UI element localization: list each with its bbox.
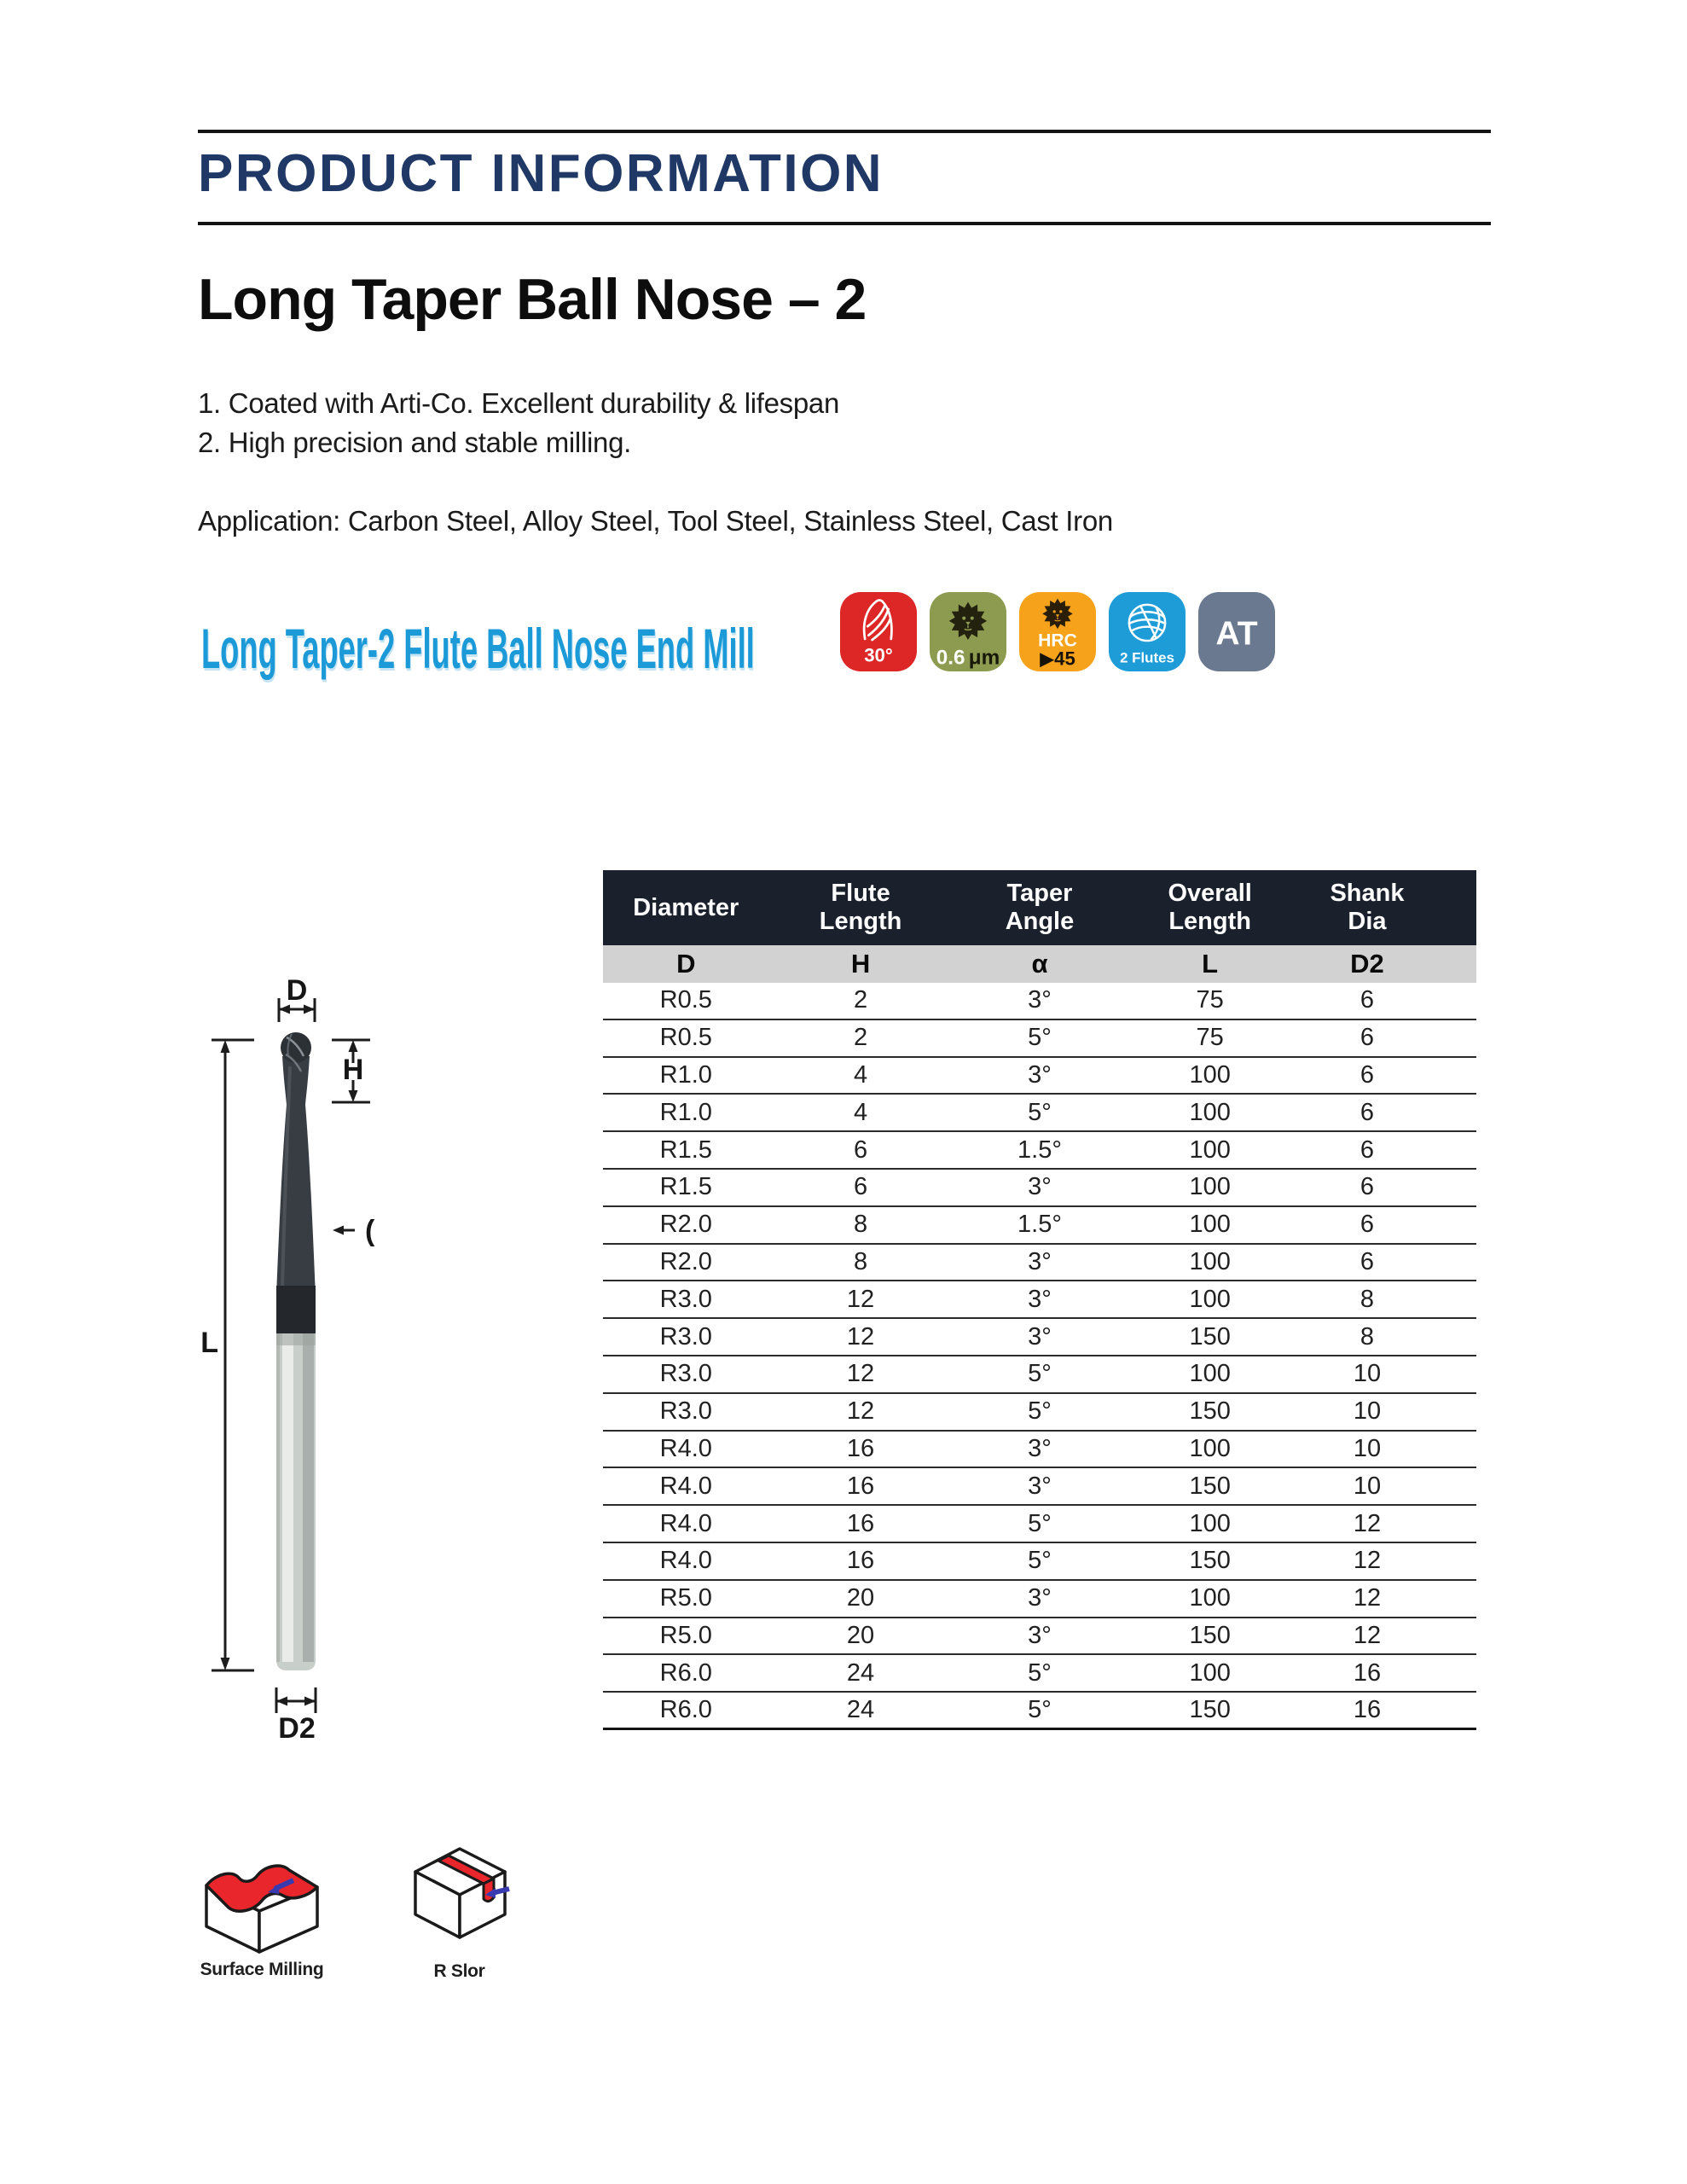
table-cell: R1.5	[659, 1136, 712, 1164]
table-cell: R3.0	[659, 1397, 712, 1426]
column-symbol: α	[1031, 949, 1048, 979]
table-cell: R4.0	[659, 1547, 712, 1575]
table-cell: 150	[1189, 1397, 1231, 1426]
tool-coating-band	[276, 1286, 316, 1333]
table-cell: R3.0	[659, 1360, 712, 1388]
table-cell: R1.5	[659, 1173, 712, 1201]
table-row	[603, 1655, 1476, 1693]
application-icon-surface-milling	[194, 1841, 329, 1980]
column-header: Flute Length	[819, 880, 902, 935]
spec-table	[603, 870, 1476, 1730]
table-cell: 75	[1196, 1024, 1224, 1052]
table-cell: 150	[1189, 1621, 1231, 1649]
table-cell: R6.0	[659, 1658, 712, 1687]
table-cell: 20	[846, 1621, 875, 1649]
application-icon-label: Surface Milling	[200, 1960, 324, 1979]
table-cell: 75	[1196, 986, 1224, 1014]
table-cell: 10	[1353, 1360, 1382, 1388]
table-cell: 3°	[1028, 1472, 1052, 1500]
table-cell: 5°	[1028, 1547, 1052, 1575]
application-icon-r-slot	[397, 1834, 521, 1982]
header-rule-bottom	[198, 222, 1491, 225]
table-row	[603, 1020, 1476, 1058]
table-cell: R1.0	[659, 1098, 712, 1126]
column-header: Taper Angle	[1005, 880, 1075, 935]
table-cell: R4.0	[659, 1509, 712, 1537]
table-cell: R4.0	[659, 1434, 712, 1462]
table-row	[603, 1132, 1476, 1170]
table-cell: 4	[853, 1098, 868, 1126]
badge-hardness	[1019, 592, 1096, 671]
table-cell: 6	[1359, 1211, 1375, 1239]
table-row	[603, 1618, 1476, 1656]
table-cell: 3°	[1028, 1060, 1052, 1089]
column-symbol: L	[1202, 949, 1219, 979]
table-cell: 12	[846, 1322, 875, 1350]
table-cell: 10	[1353, 1434, 1382, 1462]
table-cell: 16	[846, 1434, 875, 1462]
table-cell: 12	[846, 1285, 875, 1313]
svg-text:AT: AT	[1215, 615, 1258, 653]
table-cell: 5°	[1028, 1509, 1052, 1537]
table-row	[603, 1207, 1476, 1245]
table-cell: 6	[1359, 1060, 1375, 1089]
table-row	[603, 1095, 1476, 1132]
table-cell: R3.0	[659, 1285, 712, 1313]
svg-text:HRC: HRC	[1038, 630, 1077, 651]
feature-item-1: 1. Coated with Arti-Co. Excellent durability & lifespan	[198, 387, 840, 419]
column-symbol: D	[676, 949, 696, 979]
table-row	[603, 1468, 1476, 1506]
table-cell: 1.5°	[1017, 1136, 1062, 1164]
table-cell: 16	[846, 1547, 875, 1575]
table-cell: R3.0	[659, 1322, 712, 1350]
table-cell: 16	[1353, 1658, 1382, 1687]
table-row	[603, 1543, 1476, 1581]
table-cell: 12	[1353, 1621, 1382, 1649]
table-row	[603, 1693, 1476, 1730]
column-header: Overall Length	[1168, 880, 1252, 935]
table-cell: 2	[853, 986, 868, 1014]
table-cell: 16	[846, 1509, 875, 1537]
table-cell: 12	[1353, 1547, 1382, 1575]
table-row	[603, 1170, 1476, 1207]
table-cell: 100	[1189, 1285, 1231, 1313]
table-cell: 5°	[1028, 1696, 1052, 1724]
label-taper-angle: (	[365, 1215, 375, 1247]
table-cell: 8	[853, 1211, 868, 1239]
table-row	[603, 983, 1476, 1020]
table-cell: 3°	[1028, 1173, 1052, 1201]
table-cell: 4	[853, 1060, 868, 1089]
table-cell: 100	[1189, 1509, 1231, 1537]
table-cell: 100	[1189, 1136, 1231, 1164]
svg-text:0.6μm: 0.6 μm	[936, 646, 1000, 670]
table-cell: 10	[1353, 1397, 1382, 1426]
table-cell: 5°	[1028, 1397, 1052, 1426]
table-cell: 12	[846, 1360, 875, 1388]
product-heading: Long Taper-2 Flute Ball Nose End Mill	[201, 617, 755, 680]
lion-icon	[1019, 592, 1096, 671]
surface-milling-icon	[194, 1841, 329, 1954]
table-cell: 12	[846, 1397, 875, 1426]
table-cell: R5.0	[659, 1584, 712, 1612]
feature-list	[198, 384, 839, 462]
table-cell: 100	[1189, 1360, 1231, 1388]
table-cell: 8	[1359, 1322, 1375, 1350]
feature-item-2: 2. High precision and stable milling.	[198, 427, 632, 458]
label-l: L	[200, 1327, 218, 1359]
table-row	[603, 1058, 1476, 1095]
table-cell: 6	[1359, 1136, 1375, 1164]
table-cell: 6	[853, 1136, 868, 1164]
label-d2: D2	[278, 1712, 316, 1745]
table-cell: 100	[1189, 1060, 1231, 1089]
page-kicker: PRODUCT INFORMATION	[198, 144, 884, 203]
table-row	[603, 1245, 1476, 1282]
table-symbol-row	[603, 945, 1476, 983]
table-cell: 100	[1189, 1098, 1231, 1126]
lion-icon	[930, 592, 1006, 671]
table-body	[603, 983, 1476, 1730]
svg-text:2 Flutes: 2 Flutes	[1120, 649, 1174, 666]
table-cell: 3°	[1028, 1584, 1052, 1612]
table-cell: 5°	[1028, 1024, 1052, 1052]
table-cell: 150	[1189, 1696, 1231, 1724]
svg-text:30°: 30°	[864, 644, 893, 666]
badge-row	[840, 592, 1275, 671]
table-cell: 100	[1189, 1211, 1231, 1239]
table-cell: 8	[1359, 1285, 1375, 1313]
r-slot-icon	[403, 1834, 516, 1955]
column-symbol: H	[850, 949, 871, 979]
table-row	[603, 1394, 1476, 1432]
table-cell: 3°	[1028, 1621, 1052, 1649]
table-cell: 1.5°	[1017, 1211, 1062, 1239]
table-row	[603, 1356, 1476, 1394]
table-cell: 6	[1359, 1098, 1375, 1126]
table-cell: R2.0	[659, 1247, 712, 1275]
table-cell: 150	[1189, 1547, 1231, 1575]
at-coating-icon	[1198, 592, 1275, 671]
table-cell: R4.0	[659, 1472, 712, 1500]
badge-taper-angle	[840, 592, 917, 671]
table-cell: 5°	[1028, 1360, 1052, 1388]
label-h: H	[342, 1054, 364, 1086]
tool-dimension-diagram	[196, 956, 443, 1783]
tool-ball-nose	[281, 1032, 311, 1063]
label-d: D	[286, 974, 308, 1007]
column-header: Diameter	[633, 893, 739, 921]
table-cell: 100	[1189, 1434, 1231, 1462]
table-cell: R2.0	[659, 1211, 712, 1239]
table-cell: 5°	[1028, 1098, 1052, 1126]
svg-text:▶45: ▶45	[1040, 648, 1075, 670]
badge-surface-finish	[930, 592, 1006, 671]
table-cell: 3°	[1028, 1322, 1052, 1350]
table-cell: 100	[1189, 1247, 1231, 1275]
table-cell: 3°	[1028, 1434, 1052, 1462]
table-cell: 150	[1189, 1322, 1231, 1350]
ball-nose-flutes-icon	[1109, 592, 1186, 671]
table-cell: 100	[1189, 1658, 1231, 1687]
table-cell: R0.5	[659, 1024, 712, 1052]
table-cell: 3°	[1028, 1247, 1052, 1275]
table-row	[603, 1506, 1476, 1543]
table-cell: 3°	[1028, 1285, 1052, 1313]
table-cell: 12	[1353, 1584, 1382, 1612]
table-row	[603, 1581, 1476, 1618]
header-rule-top	[198, 130, 1491, 133]
column-symbol: D2	[1350, 949, 1384, 979]
table-cell: 6	[1359, 1247, 1375, 1275]
table-row	[603, 1432, 1476, 1469]
table-cell: 6	[1359, 1024, 1375, 1052]
table-header-row	[603, 870, 1476, 945]
badge-coating	[1198, 592, 1275, 671]
table-cell: 100	[1189, 1584, 1231, 1612]
page-title: Long Taper Ball Nose – 2	[198, 267, 867, 332]
table-cell: 8	[853, 1247, 868, 1275]
application-line: Application: Carbon Steel, Alloy Steel, Tool Steel, Stainless Steel, Cast Iron	[198, 505, 1113, 537]
badge-flutes	[1109, 592, 1186, 671]
table-cell: 3°	[1028, 986, 1052, 1014]
table-cell: R6.0	[659, 1696, 712, 1724]
table-cell: 24	[846, 1658, 875, 1687]
table-cell: 24	[846, 1696, 875, 1724]
table-cell: R0.5	[659, 986, 712, 1014]
table-row	[603, 1281, 1476, 1319]
table-cell: 6	[1359, 986, 1375, 1014]
table-cell: 20	[846, 1584, 875, 1612]
table-cell: 12	[1353, 1509, 1382, 1537]
column-header: Shank Dia	[1330, 880, 1405, 935]
table-cell: 100	[1189, 1173, 1231, 1201]
table-cell: 2	[853, 1024, 868, 1052]
table-cell: 16	[1353, 1696, 1382, 1724]
table-cell: R1.0	[659, 1060, 712, 1089]
table-cell: 150	[1189, 1472, 1231, 1500]
table-cell: R5.0	[659, 1621, 712, 1649]
tool-shank	[276, 1333, 316, 1670]
table-cell: 6	[853, 1173, 868, 1201]
table-row	[603, 1319, 1476, 1356]
table-cell: 10	[1353, 1472, 1382, 1500]
table-cell: 16	[846, 1472, 875, 1500]
application-icon-label: R Slor	[433, 1961, 485, 1981]
table-cell: 5°	[1028, 1658, 1052, 1687]
table-cell: 6	[1359, 1173, 1375, 1201]
helix-30-icon	[840, 592, 917, 671]
